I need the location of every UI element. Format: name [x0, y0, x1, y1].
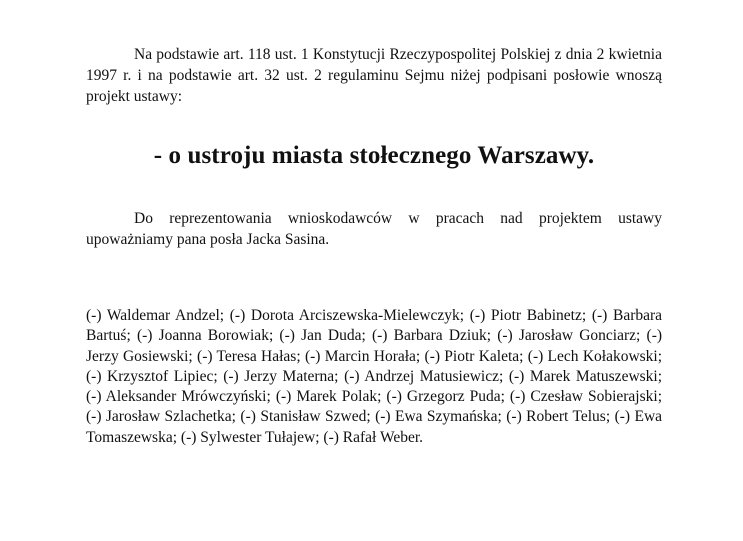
signer-entry: (-) Ewa Tomaszewska; — [86, 408, 663, 446]
signer-entry: (-) Rafał Weber. — [323, 428, 424, 446]
signer-entry: (-) Ewa Szymańska; — [375, 408, 502, 426]
signer-entry: (-) Czesław Sobierajski; — [509, 388, 662, 406]
signer-entry: (-) Barbara Bartuś; — [86, 307, 663, 345]
intro-text: Na podstawie art. 118 ust. 1 Konstytucji Rzeczypospolitej Polskiej z dnia 2 kwietnia 1997 r. i na podstawie art. 32 ust. 2 regulaminu Sejmu niżej podpisani posłowie wnoszą projekt ustawy: — [86, 46, 662, 105]
signer-entry: (-) Andrzej Matusiewicz; — [344, 367, 504, 385]
representation-paragraph — [86, 208, 662, 250]
signer-entry: (-) Sylwester Tułajew; — [180, 428, 320, 446]
signer-entry: (-) Lech Kołakowski; — [527, 347, 663, 365]
signer-entry: (-) Waldemar Andzel; — [86, 307, 225, 324]
signer-entry: (-) Robert Telus; — [506, 408, 611, 426]
signer-entry: (-) Jerzy Materna; — [223, 367, 339, 385]
signer-entry: (-) Marek Matuszewski; — [508, 367, 663, 385]
signer-entry: (-) Jerzy Gosiewski; — [86, 327, 663, 365]
signer-entry: (-) Stanisław Szwed; — [240, 408, 371, 426]
signer-entry: (-) Jan Duda; — [279, 327, 366, 345]
signer-entry: (-) Marcin Horała; — [304, 347, 421, 365]
signer-entry: (-) Joanna Borowiak; — [136, 327, 274, 345]
signers-list — [86, 306, 662, 448]
intro-paragraph — [86, 44, 662, 107]
signer-entry: (-) Dorota Arciszewska-Mielewczyk; — [229, 307, 465, 324]
signer-entry: (-) Jarosław Szlachetka; — [86, 408, 236, 426]
signer-entry: (-) Barbara Dziuk; — [371, 327, 492, 345]
signer-entry: (-) Piotr Kaleta; — [424, 347, 524, 365]
bill-title: - o ustroju miasta stołecznego Warszawy. — [153, 142, 595, 169]
signer-entry: (-) Marek Polak; — [275, 388, 382, 406]
signer-entry: (-) Piotr Babinetz; — [469, 307, 587, 324]
signer-entry: (-) Jarosław Gonciarz; — [497, 327, 641, 345]
signer-entry: (-) Grzegorz Puda; — [386, 388, 505, 406]
signer-entry: (-) Aleksander Mrówczyński; — [86, 388, 271, 406]
signer-entry: (-) Krzysztof Lipiec; — [86, 367, 218, 385]
signer-entry: (-) Teresa Hałas; — [197, 347, 301, 365]
representation-text: Do reprezentowania wnioskodawców w pracach nad projektem ustawy upoważniamy pana posła Jacka Sasina. — [86, 210, 662, 248]
